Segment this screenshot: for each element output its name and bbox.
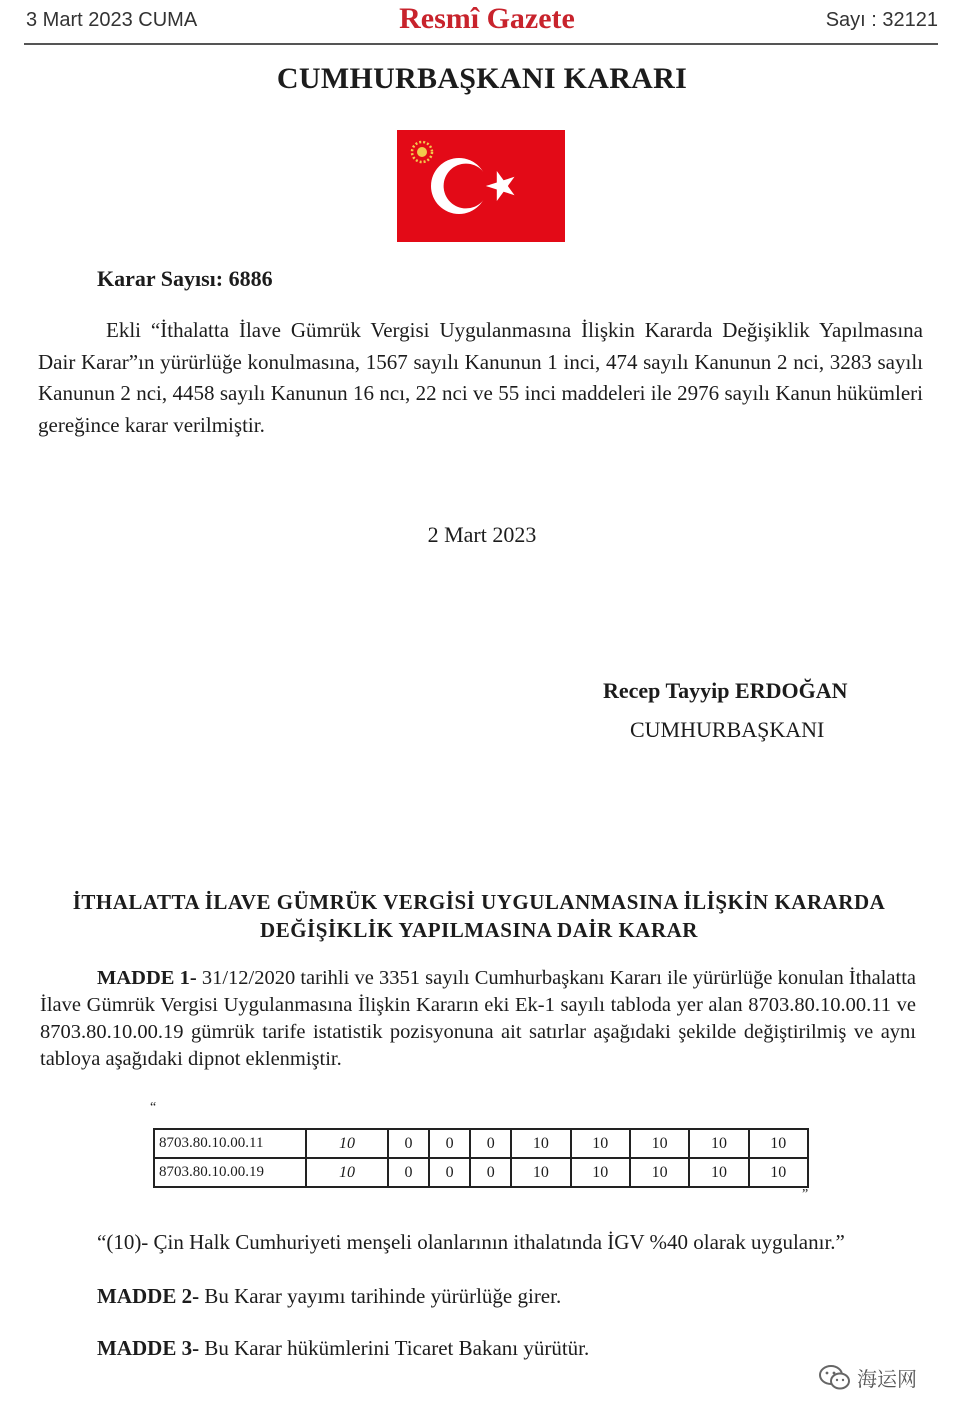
table-row — [154, 1158, 808, 1187]
table-cell: 10 — [511, 1129, 570, 1158]
table-cell: 0 — [429, 1158, 470, 1187]
article-text: Bu Karar yayımı tarihinde yürürlüğe girer. — [199, 1284, 562, 1308]
annex-title-line: İTHALATTA İLAVE GÜMRÜK VERGİSİ UYGULANMASINA İLİŞKİN KARARDA — [72, 890, 886, 914]
header-divider — [24, 43, 938, 45]
table-cell: 0 — [429, 1129, 470, 1158]
table-cell: 0 — [470, 1158, 511, 1187]
watermark-label: 海运网 — [857, 1367, 917, 1391]
table-cell: 10 — [571, 1129, 630, 1158]
intro-paragraph: Ekli “İthalatta İlave Gümrük Vergisi Uygulanmasına İlişkin Kararda Değişiklik Yapılmasına Dair Karar”ın yürürlüğe konulmasına, 1567 sayılı Kanunun 1 inci, 474 sayılı Kanunun 2 nci, 3283 sayılı Kanunun 2 nci, 4458 sayılı Kanunun 16 ncı, 22 nci ve 55 inci maddeleri ile 2976 sayılı Kanun hükümleri gereğince karar verilmiştir. — [38, 318, 923, 437]
quote-mark-close: ” — [802, 1187, 809, 1202]
table-cell: 0 — [388, 1158, 429, 1187]
table-cell: 10 — [571, 1158, 630, 1187]
article-label: MADDE 1- — [97, 967, 197, 989]
table-cell: 0 — [470, 1129, 511, 1158]
article-text: Bu Karar hükümlerini Ticaret Bakanı yürütür. — [199, 1336, 590, 1360]
decision-date: 2 Mart 2023 — [427, 522, 537, 547]
table-cell: 10 — [689, 1129, 748, 1158]
wechat-icon — [818, 1364, 852, 1392]
table-row — [154, 1129, 808, 1158]
table-cell: 10 — [306, 1158, 388, 1187]
table-cell: 10 — [749, 1158, 808, 1187]
table-cell: 10 — [749, 1129, 808, 1158]
tariff-table — [153, 1128, 809, 1188]
article-1 — [40, 965, 916, 1073]
signatory-name: Recep Tayyip ERDOĞAN — [603, 678, 848, 703]
article-3 — [97, 1336, 589, 1361]
table-footnote: “(10)- Çin Halk Cumhuriyeti menşeli olanlarının ithalatında İGV %40 olarak uygulanır.” — [97, 1230, 845, 1254]
quote-mark-open: “ — [150, 1100, 157, 1115]
table-cell: 10 — [630, 1158, 689, 1187]
annex-title — [0, 888, 958, 944]
turkish-flag-icon — [397, 130, 565, 242]
article-text: 31/12/2020 tarihli ve 3351 sayılı Cumhurbaşkanı Kararı ile yürürlüğe konulan İthalatta İlave Gümrük Vergisi Uygulanmasına İlişkin Kararın eki Ek-1 sayılı tabloda yer alan 8703.80.10.00.11 ve 8703.80.10.00.19 gümrük tarife istatistik pozisyonuna ait satırlar aşağıdaki şekilde değiştirilmiş ve aynı tabloya aşağıdaki dipnot eklenmiştir. — [40, 967, 916, 1070]
tariff-code-cell: 8703.80.10.00.11 — [154, 1129, 306, 1158]
table-cell: 10 — [511, 1158, 570, 1187]
article-label: MADDE 2- — [97, 1284, 200, 1308]
article-label: MADDE 3- — [97, 1336, 200, 1360]
signatory-title: CUMHURBAŞKANI — [630, 717, 825, 742]
gazette-title: Resmî Gazete — [399, 2, 575, 35]
table-cell: 0 — [388, 1129, 429, 1158]
gazette-issue-number: Sayı : 32121 — [825, 9, 938, 31]
document-title: CUMHURBAŞKANI KARARI — [276, 62, 688, 95]
article-2 — [97, 1284, 561, 1309]
table-cell: 10 — [306, 1129, 388, 1158]
gazette-date: 3 Mart 2023 CUMA — [26, 9, 198, 31]
decision-number: Karar Sayısı: 6886 — [97, 266, 273, 291]
table-cell: 10 — [689, 1158, 748, 1187]
annex-title-line: DEĞİŞİKLİK YAPILMASINA DAİR KARAR — [260, 918, 698, 942]
tariff-code-cell: 8703.80.10.00.19 — [154, 1158, 306, 1187]
table-cell: 10 — [630, 1129, 689, 1158]
